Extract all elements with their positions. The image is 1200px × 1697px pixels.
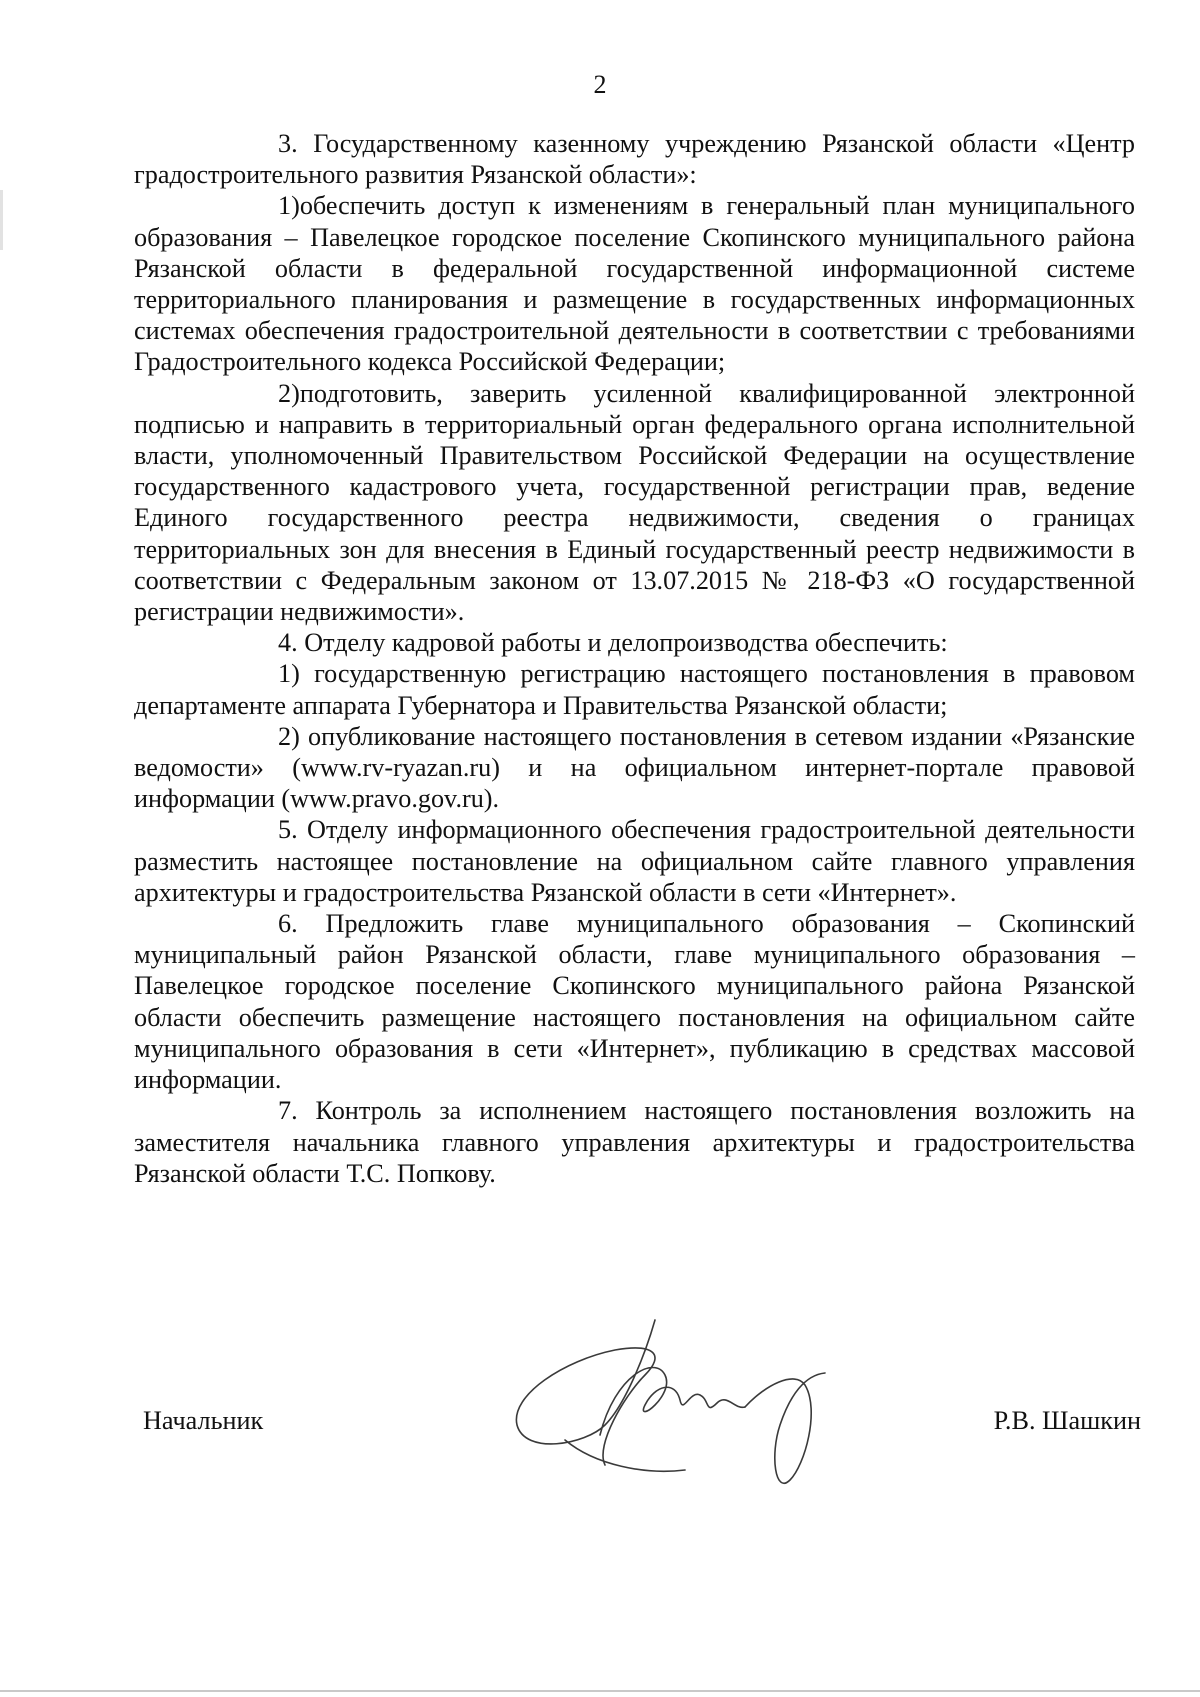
item-number: 7. [278,1096,298,1126]
scan-bottom-edge [0,1690,1200,1692]
page-number: 2 [593,70,607,99]
paragraph-item-7 [134,1095,1135,1189]
paragraph-text: государственную регистрацию настоящего постановления в правовом департаменте аппарата Губернатора и Правительства Рязанской области; [134,659,1136,720]
subparagraph-3-1 [134,190,1135,377]
paragraph-item-5 [134,814,1135,908]
item-number: 5. [278,815,298,845]
item-number: 6. [278,909,298,939]
paragraph-text: Отделу кадровой работы и делопроизводства обеспечить: [304,628,948,658]
paragraph-text: Государственному казенному учреждению Рязанской области «Центр градостроительного развития Рязанской области»: [134,129,1135,190]
paragraph-text: Отделу информационного обеспечения градостроительной деятельности разместить настоящее постановление на официальном сайте главного управления архитектуры и градостроительства Рязанской области в сети «Интернет». [134,815,1135,907]
subparagraph-4-2 [134,721,1135,815]
signature-block [143,1405,1141,1445]
paragraph-text: Предложить главе муниципального образования – Скопинский муниципальный район Рязанской области, главе муниципального образования – Павелецкое городское поселение Скопинского муниципального района Рязанской области обеспечить размещение настоящего постановления на официальном сайте муниципального образования в сети «Интернет», публикацию в средствах массовой информации. [134,909,1136,1095]
paragraph-text: подготовить, заверить усиленной квалифицированной электронной подписью и направить в территориальный орган федерального органа исполнительной власти, уполномоченный Правительством Российской Федерации на осуществление государственного кадастрового учета, государственной регистрации прав, ведение Единого государственного реестра недвижимости, сведения о границах территориальных зон для внесения в Единый государственный реестр недвижимости в соответствии с Федеральным законом от 13.07.2015 № 218-ФЗ «О государственной регистрации недвижимости». [134,378,1135,627]
scan-edge-mark [0,190,3,250]
signatory-position: Начальник [143,1406,264,1435]
item-number: 1) [278,191,300,221]
item-number: 2) [278,378,300,408]
paragraph-text: обеспечить доступ к изменениям в генеральный план муниципального образования – Павелецкое городское поселение Скопинского муниципального района Рязанской области в федеральной государственной информационной системе территориального планирования и размещение в государственных информационных системах обеспечения градостроительной деятельности в соответствии с требованиями Градостроительного кодекса Российской Федерации; [134,191,1135,377]
paragraph-item-6 [134,908,1135,1095]
item-number: 4. [278,628,298,658]
document-body [134,128,1135,1189]
subparagraph-4-1 [134,658,1135,720]
paragraph-item-3 [134,128,1135,190]
signatory-name: Р.В. Шашкин [993,1406,1141,1435]
paragraph-text: Контроль за исполнением настоящего постановления возложить на заместителя начальника главного управления архитектуры и градостроительства Рязанской области Т.С. Попкову. [134,1096,1136,1188]
paragraph-item-4 [134,627,1135,658]
subparagraph-3-2 [134,378,1135,628]
paragraph-text: опубликование настоящего постановления в сетевом издании «Рязанские ведомости» (www.rv-ryazan.ru) и на официальном интернет-портале правовой информации (www.pravo.gov.ru). [134,721,1135,814]
item-number: 1) [278,659,300,689]
item-number: 2) [278,721,300,751]
item-number: 3. [278,129,298,158]
